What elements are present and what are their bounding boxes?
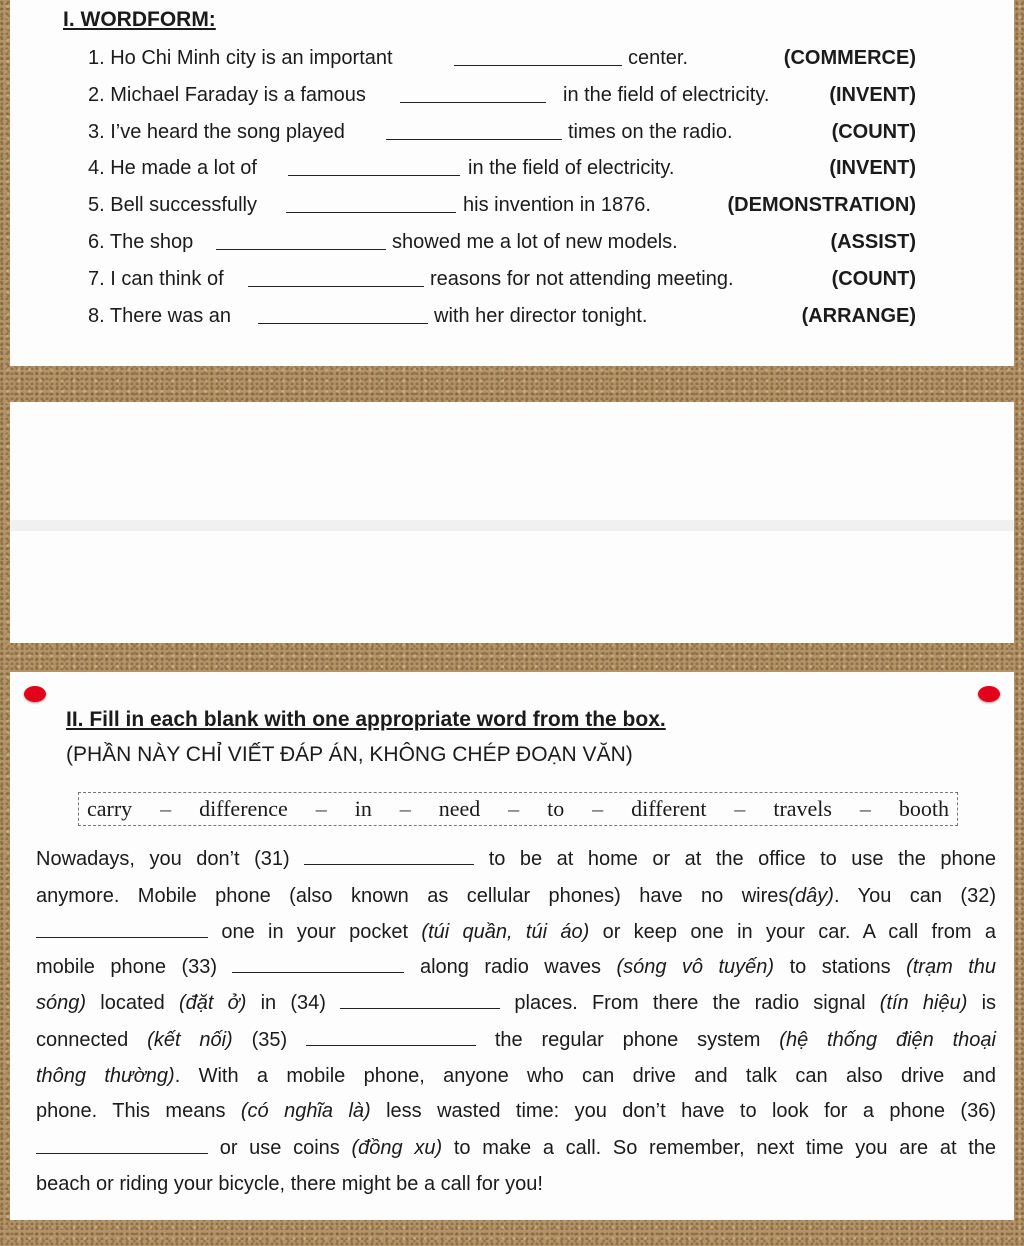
answer-blank[interactable] [248, 268, 424, 287]
word-box [78, 792, 958, 826]
passage-text: located [100, 992, 165, 1014]
passage-line [36, 956, 996, 984]
part2-title: II. Fill in each blank with one appropriate word from the box. [66, 708, 666, 731]
row-after: showed me a lot of new models. [392, 231, 678, 253]
passage-gloss: (túi quần, túi áo) [421, 921, 590, 943]
answer-blank[interactable] [258, 305, 428, 324]
word-option: in [354, 796, 372, 821]
passage-gloss: (trạm thu [906, 956, 997, 978]
passage-text: one in your pocket [221, 921, 409, 943]
row-before: 3. I’ve heard the song played [88, 121, 345, 143]
row-hint: (ASSIST) [830, 231, 916, 253]
word-option: to [547, 796, 565, 821]
row-hint: (INVENT) [829, 157, 916, 179]
passage-gloss: (dây) [788, 885, 834, 907]
passage-line [36, 1173, 996, 1201]
word-separator: – [399, 796, 411, 821]
passage-gloss: (có nghĩa là) [240, 1100, 371, 1122]
word-separator: – [734, 796, 746, 821]
passage-text: mobile phone (33) [36, 956, 218, 978]
row-hint: (DEMONSTRATION) [727, 194, 916, 216]
answer-blank-33[interactable] [232, 956, 404, 973]
row-before: 5. Bell successfully [88, 194, 257, 216]
passage-line [36, 1137, 996, 1165]
row-before: 6. The shop [88, 231, 194, 253]
word-option: difference [199, 796, 288, 821]
passage-text: the regular phone system [494, 1029, 761, 1051]
passage-line [36, 921, 996, 949]
passage-text: places. From there the radio signal [514, 992, 866, 1014]
word-separator: – [160, 796, 172, 821]
row-after: with her director tonight. [434, 305, 648, 327]
passage-text: . You can (32) [833, 885, 996, 907]
passage-text: less wasted time: you don’t have to look for a phone (36) [386, 1100, 996, 1122]
passage-text: phone. This means [36, 1100, 226, 1122]
row-after: center. [628, 47, 689, 69]
row-hint: (COUNT) [831, 121, 916, 143]
exercise-row [88, 305, 916, 335]
row-after: reasons for not attending meeting. [430, 268, 734, 290]
sheet-gap [10, 520, 1014, 531]
word-option: different [631, 796, 707, 821]
passage-line [36, 992, 996, 1020]
word-separator: – [859, 796, 871, 821]
passage-gloss: (đặt ở) [178, 992, 247, 1014]
passage-text: to make a call. So remember, next time you are at the [453, 1137, 997, 1159]
answer-blank[interactable] [286, 194, 456, 213]
word-separator: – [315, 796, 327, 821]
answer-blank-36[interactable] [36, 1137, 208, 1154]
passage-line [36, 1100, 996, 1128]
passage-gloss: (hệ thống điện thoại [779, 1029, 996, 1051]
word-option: need [438, 796, 481, 821]
row-hint: (ARRANGE) [801, 305, 916, 327]
row-before: 2. Michael Faraday is a famous [88, 84, 366, 106]
passage-gloss: (sóng vô tuyến) [616, 956, 775, 978]
passage-line [36, 1065, 996, 1093]
exercise-row [88, 194, 916, 224]
row-after: his invention in 1876. [463, 194, 651, 216]
passage-text: Nowadays, you don’t (31) [36, 848, 290, 870]
row-hint: (COUNT) [831, 268, 916, 290]
passage-text: . With a mobile phone, anyone who can drive and talk can also drive and [174, 1065, 996, 1087]
pushpin-left [24, 686, 46, 702]
passage-gloss: sóng) [36, 992, 87, 1014]
word-separator: – [592, 796, 604, 821]
answer-blank-34[interactable] [340, 992, 500, 1009]
word-option: booth [898, 796, 949, 821]
part1-title: I. WORDFORM: [63, 8, 216, 31]
passage-text: to be at home or at the office to use the phone [488, 848, 996, 870]
answer-blank[interactable] [288, 157, 460, 176]
part2-subtitle: (PHẦN NÀY CHỈ VIẾT ĐÁP ÁN, KHÔNG CHÉP ĐOẠN VĂN) [66, 743, 633, 766]
passage-gloss: (tín hiệu) [879, 992, 968, 1014]
exercise-row [88, 268, 916, 298]
passage-gloss: (đồng xu) [351, 1137, 443, 1159]
row-before: 8. There was an [88, 305, 232, 327]
exercise-row [88, 84, 916, 114]
answer-blank-31[interactable] [304, 848, 474, 865]
answer-blank[interactable] [400, 84, 546, 103]
row-hint: (COMMERCE) [783, 47, 916, 69]
row-before: 4. He made a lot of [88, 157, 257, 179]
answer-blank-35[interactable] [306, 1029, 476, 1046]
word-separator: – [508, 796, 520, 821]
passage-text: beach or riding your bicycle, there might be a call for you! [36, 1173, 543, 1195]
word-option: travels [773, 796, 832, 821]
exercise-row [88, 47, 916, 77]
answer-blank-32[interactable] [36, 921, 208, 938]
answer-blank[interactable] [216, 231, 386, 250]
passage-text: or keep one in your car. A call from a [602, 921, 996, 943]
exercise-row [88, 121, 916, 151]
row-hint: (INVENT) [829, 84, 916, 106]
pushpin-right [978, 686, 1000, 702]
passage-text: (35) [251, 1029, 288, 1051]
passage-line [36, 1029, 996, 1057]
exercise-row [88, 231, 916, 261]
passage-text: in (34) [260, 992, 326, 1014]
blank-sheet-lower [10, 531, 1014, 643]
passage-line [36, 848, 996, 876]
passage-gloss: thông thường) [36, 1065, 175, 1087]
exercise-row [88, 157, 916, 187]
row-after: times on the radio. [568, 121, 733, 143]
passage-text: is [981, 992, 997, 1014]
passage-text: or use coins [219, 1137, 340, 1159]
passage-text: connected [36, 1029, 129, 1051]
row-after: in the field of electricity. [468, 157, 675, 179]
answer-blank[interactable] [454, 47, 622, 66]
passage-text: to stations [789, 956, 891, 978]
passage-line [36, 885, 996, 913]
row-after: in the field of electricity. [563, 84, 770, 106]
row-before: 7. I can think of [88, 268, 224, 290]
blank-sheet [10, 402, 1014, 520]
passage-text: anymore. Mobile phone (also known as cellular phones) have no wires [36, 885, 789, 907]
row-before: 1. Ho Chi Minh city is an important [88, 47, 393, 69]
answer-blank[interactable] [386, 121, 562, 140]
word-option: carry [87, 796, 133, 821]
passage-gloss: (kết nối) [147, 1029, 233, 1051]
passage-text: along radio waves [419, 956, 601, 978]
